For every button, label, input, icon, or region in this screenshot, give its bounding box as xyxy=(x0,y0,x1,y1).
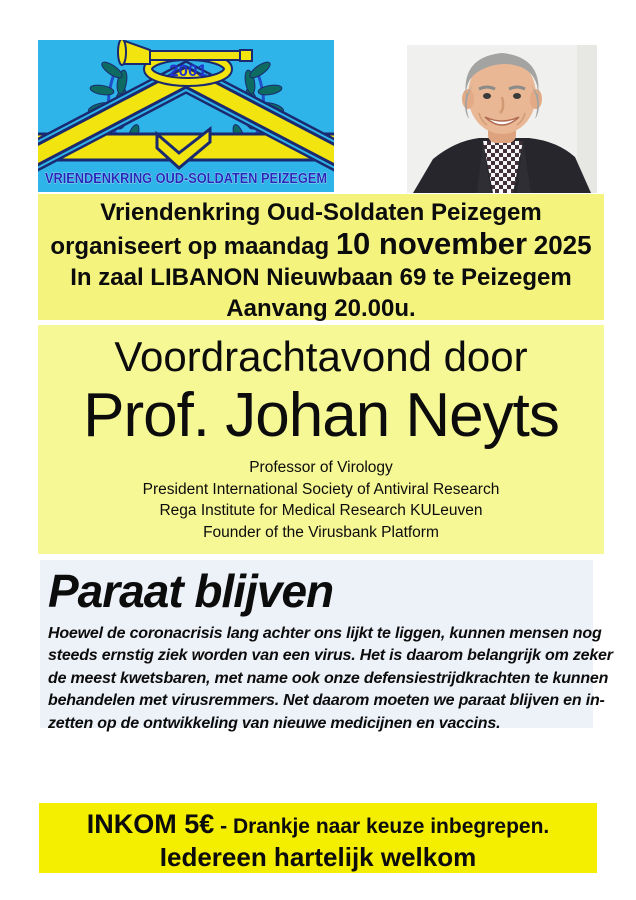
club-logo xyxy=(38,40,334,192)
credential-line: President International Society of Antiviral Research xyxy=(142,480,500,498)
topic-heading: Paraat blijven xyxy=(48,565,334,617)
entry-price-line xyxy=(39,803,597,841)
event-date: 10 november xyxy=(335,226,528,261)
logo-year: 2001 xyxy=(169,61,207,80)
paragraph-line: zetten op de ontwikkeling van nieuwe medicijnen en vaccins. xyxy=(48,714,501,732)
welcome-line: Iedereen hartelijk welkom xyxy=(159,842,477,872)
speaker-photo xyxy=(407,45,597,193)
logo-club-name: VRIENDENKRING OUD-SOLDATEN PEIZEGEM xyxy=(45,171,327,187)
announcement-box xyxy=(38,194,604,320)
credential-line: Rega Institute for Medical Research KULeuven xyxy=(159,502,483,519)
paragraph-line: de meest kwetsbaren, met name ook onze defensiestrijdkrachten te kunnen xyxy=(48,669,609,687)
club-logo-emblem xyxy=(38,40,334,192)
speaker-name: Prof. Johan Neyts xyxy=(83,381,559,450)
announcement-line2-prefix: organiseert op maandag xyxy=(50,233,330,260)
paragraph-line: steeds ernstig ziek worden van een virus. Het is daarom belangrijk om zeker xyxy=(48,647,613,665)
announcement-line4: Aanvang 20.00u. xyxy=(226,295,416,322)
entry-price: INKOM 5€ xyxy=(86,809,215,839)
topic-box xyxy=(40,560,613,732)
credential-line: Professor of Virology xyxy=(249,459,393,476)
entry-price-note: - Drankje naar keuze inbegrepen. xyxy=(220,815,550,838)
paragraph-line: behandelen met virusremmers. Net daarom moeten we paraat blijven en in- xyxy=(48,692,605,710)
credential-line: Founder of the Virusbank Platform xyxy=(203,523,439,541)
topic-paragraph xyxy=(48,618,613,735)
footer-bar xyxy=(39,803,597,873)
lecture-box xyxy=(38,325,604,554)
paragraph-line: Hoewel de coronacrisis lang achter ons lijkt te liggen, kunnen mensen nog xyxy=(48,625,602,642)
lecture-title: Voordrachtavond door xyxy=(114,333,528,380)
announcement-line3: In zaal LIBANON Nieuwbaan 69 te Peizegem xyxy=(70,264,572,291)
announcement-line1: Vriendenkring Oud-Soldaten Peizegem xyxy=(100,199,542,226)
announcement-line2 xyxy=(38,228,604,262)
portrait-illustration xyxy=(407,45,597,193)
event-year: 2025 xyxy=(533,230,592,260)
